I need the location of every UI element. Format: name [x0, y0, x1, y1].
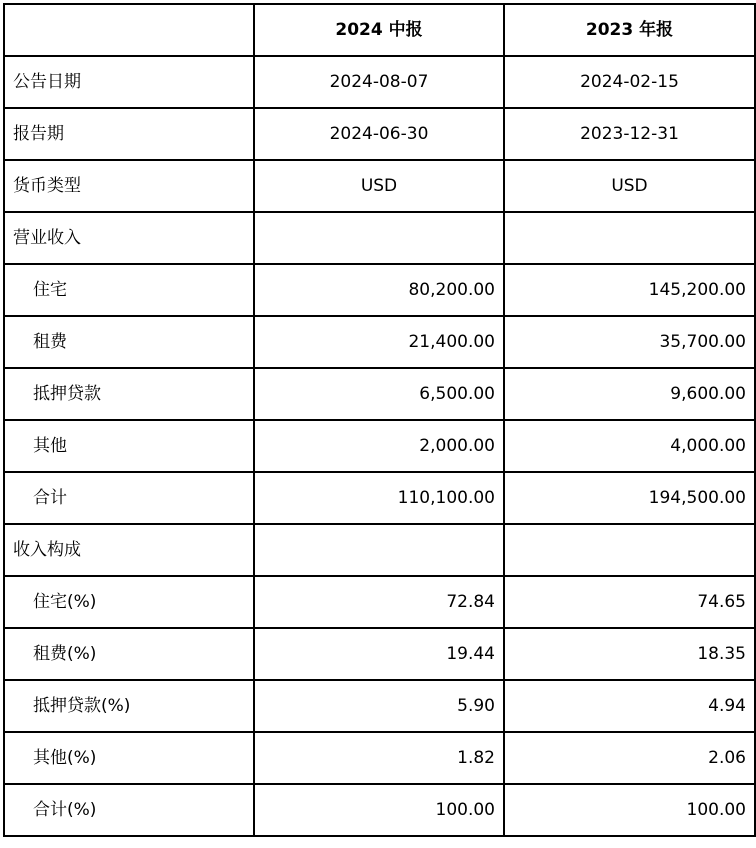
cell-value: 1.82	[254, 732, 504, 784]
header-period-2023-annual: 2023 年报	[504, 4, 755, 56]
cell-value: 80,200.00	[254, 264, 504, 316]
section-header-revenue	[4, 212, 755, 264]
row-label: 合计	[4, 472, 254, 524]
cell-value: 4,000.00	[504, 420, 755, 472]
table-row-revenue-other	[4, 420, 755, 472]
table-row-announce-date	[4, 56, 755, 108]
cell-value: 2024-02-15	[504, 56, 755, 108]
cell-value: 18.35	[504, 628, 755, 680]
row-label: 住宅(%)	[4, 576, 254, 628]
empty-cell	[504, 524, 755, 576]
cell-value: 100.00	[504, 784, 755, 836]
cell-value: 72.84	[254, 576, 504, 628]
cell-value: 35,700.00	[504, 316, 755, 368]
cell-value: 19.44	[254, 628, 504, 680]
cell-value: 100.00	[254, 784, 504, 836]
empty-cell	[504, 212, 755, 264]
table-row-revenue-residential	[4, 264, 755, 316]
cell-value: 194,500.00	[504, 472, 755, 524]
section-title: 营业收入	[4, 212, 254, 264]
row-label: 报告期	[4, 108, 254, 160]
cell-value: USD	[254, 160, 504, 212]
header-row	[4, 4, 755, 56]
table-row-revenue-total	[4, 472, 755, 524]
cell-value: 9,600.00	[504, 368, 755, 420]
row-label: 抵押贷款	[4, 368, 254, 420]
row-label: 货币类型	[4, 160, 254, 212]
section-header-composition	[4, 524, 755, 576]
table-row-composition-total	[4, 784, 755, 836]
row-label: 租费	[4, 316, 254, 368]
cell-value: 6,500.00	[254, 368, 504, 420]
cell-value: 110,100.00	[254, 472, 504, 524]
row-label: 住宅	[4, 264, 254, 316]
row-label: 抵押贷款(%)	[4, 680, 254, 732]
cell-value: 5.90	[254, 680, 504, 732]
section-title: 收入构成	[4, 524, 254, 576]
table-row-report-period	[4, 108, 755, 160]
row-label: 合计(%)	[4, 784, 254, 836]
table-row-currency	[4, 160, 755, 212]
cell-value: 145,200.00	[504, 264, 755, 316]
table-row-composition-residential	[4, 576, 755, 628]
table-row-revenue-rent	[4, 316, 755, 368]
row-label: 租费(%)	[4, 628, 254, 680]
table-row-revenue-mortgage	[4, 368, 755, 420]
header-corner-cell	[4, 4, 254, 56]
table-row-composition-other	[4, 732, 755, 784]
cell-value: 2024-06-30	[254, 108, 504, 160]
table-row-composition-mortgage	[4, 680, 755, 732]
cell-value: 2024-08-07	[254, 56, 504, 108]
cell-value: 21,400.00	[254, 316, 504, 368]
cell-value: 2.06	[504, 732, 755, 784]
table-row-composition-rent	[4, 628, 755, 680]
row-label: 公告日期	[4, 56, 254, 108]
row-label: 其他	[4, 420, 254, 472]
cell-value: 74.65	[504, 576, 755, 628]
row-label: 其他(%)	[4, 732, 254, 784]
cell-value: 2,000.00	[254, 420, 504, 472]
cell-value: 2023-12-31	[504, 108, 755, 160]
cell-value: USD	[504, 160, 755, 212]
header-period-2024-interim: 2024 中报	[254, 4, 504, 56]
empty-cell	[254, 212, 504, 264]
cell-value: 4.94	[504, 680, 755, 732]
revenue-report-table	[3, 3, 756, 837]
empty-cell	[254, 524, 504, 576]
